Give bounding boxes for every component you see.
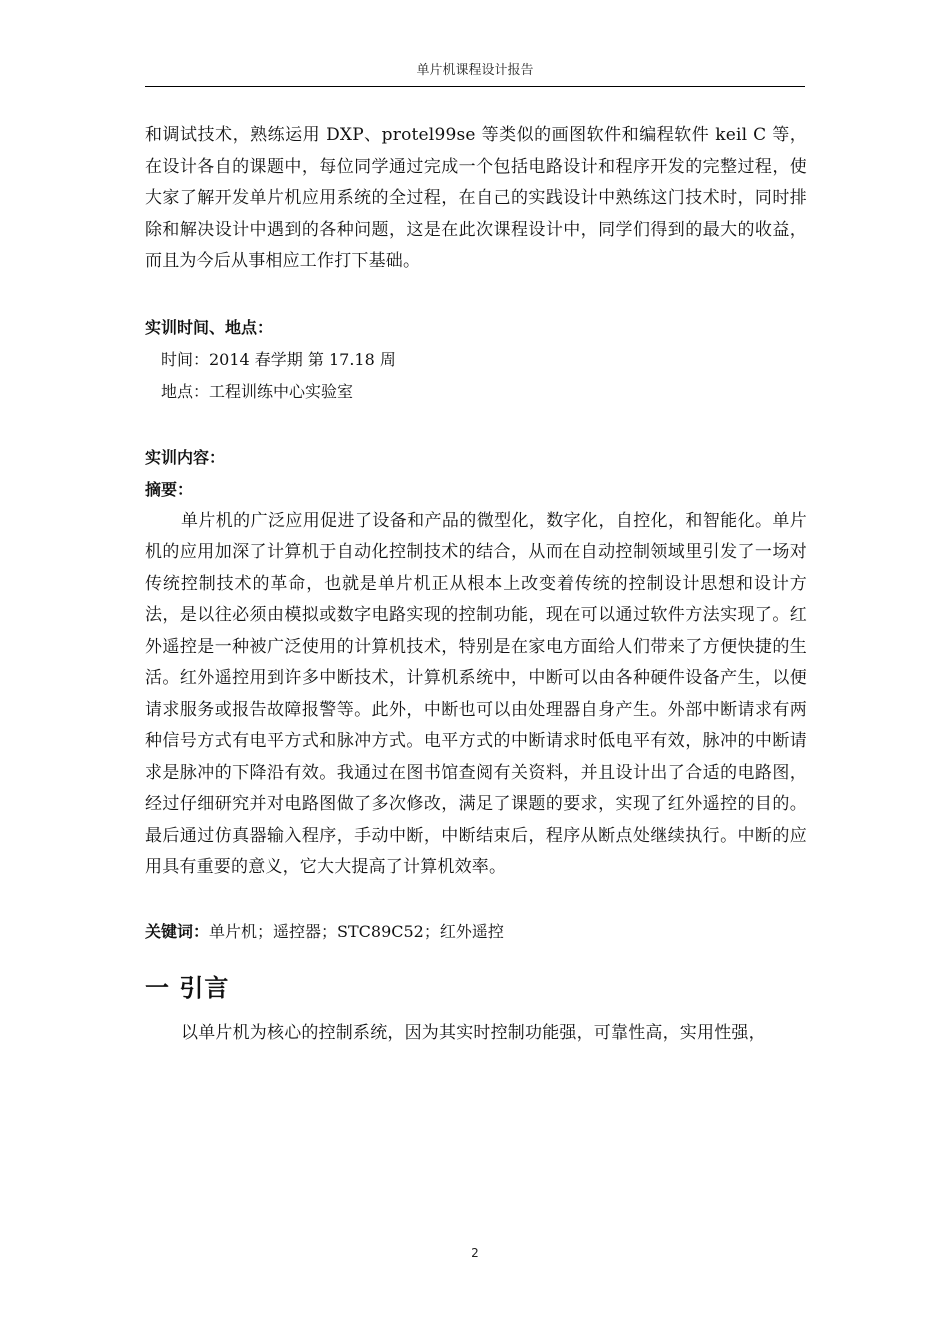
abstract-paragraph: 单片机的广泛应用促进了设备和产品的微型化，数字化，自控化，和智能化。单片机的应用加深了计算机于自动化控制技术的结合，从而在自动控制领域里引发了一场对传统控制技术的革命，也就是单片机正从根本上改变着传统的控制设计思想和设计方法，是以往必须由模拟或数字电路实现的控制功能，现在可以通过软件方法实现了。红外遥控是一种被广泛使用的计算机技术，特别是在家电方面给人们带来了方便快捷的生活。红外遥控用到许多中断技术，计算机系统中，中断可以由各种硬件设备产生，以便请求服务或报告故障报警等。此外，中断也可以由处理器自身产生。外部中断请求有两种信号方式有电平方式和脉冲方式。电平方式的中断请求时低电平有效，脉冲的中断请求是脉冲的下降沿有效。我通过在图书馆查阅有关资料，并且设计出了合适的电路图，经过仔细研究并对电路图做了多次修改，满足了课题的要求，实现了红外遥控的目的。最后通过仿真器输入程序，手动中断，中断结束后，程序从断点处继续执行。中断的应用具有重要的意义，它大大提高了计算机效率。 [145, 510, 807, 877]
content-heading: 实训内容： [145, 447, 226, 467]
training-time: 时间：2014 春学期 第 17.18 周 [161, 349, 396, 369]
keywords-value: 单片机；遥控器；STC89C52；红外遥控 [209, 921, 504, 941]
header-title: 单片机课程设计报告 [416, 63, 534, 78]
spacer [145, 884, 807, 916]
introduction-paragraph: 以单片机为核心的控制系统，因为其实时控制功能强，可靠性高，实用性强， [181, 1022, 766, 1043]
spacer [145, 408, 807, 442]
time-place-heading: 实训时间、地点： [145, 317, 274, 337]
page-header [145, 62, 805, 87]
abstract-heading: 摘要： [145, 479, 194, 499]
page-number: 2 [471, 1246, 479, 1260]
keywords-line [145, 916, 807, 948]
training-place: 地点：工程训练中心实验室 [161, 381, 354, 401]
keywords-label: 关键词： [145, 921, 210, 941]
section-heading-introduction: 一 引言 [145, 973, 230, 1002]
intro-paragraph: 和调试技术，熟练运用 DXP、protel99se 等类似的画图软件和编程软件 keil C 等，在设计各自的课题中，每位同学通过完成一个包括电路设计和程序开发的完整过程，使大家了解开发单片机应用系统的全过程，在自己的实践设计中熟练这门技术时，同时排除和解决设计中遇到的各种问题，这是在此次课程设计中，同学们得到的最大的收益，而且为今后从事相应工作打下基础。 [145, 125, 807, 271]
document-body [145, 120, 807, 1049]
spacer [145, 278, 807, 312]
